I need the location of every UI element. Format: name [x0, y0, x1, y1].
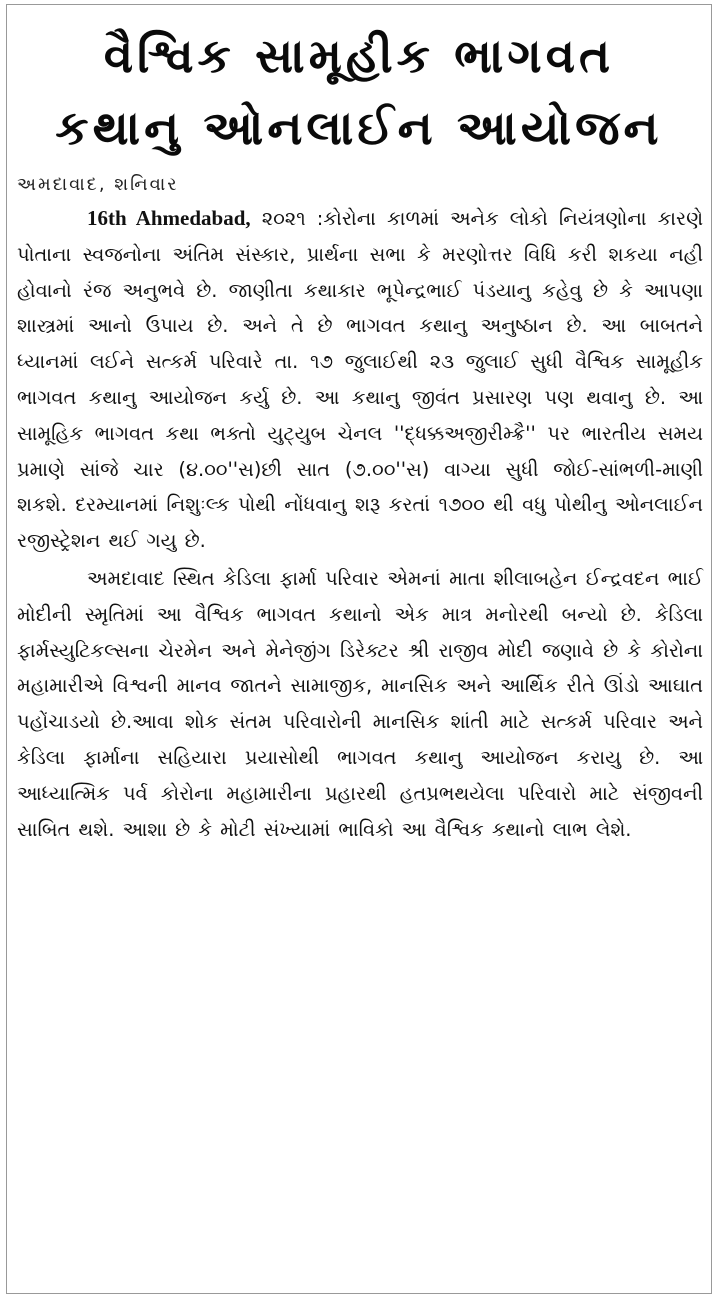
dateline: અમદાવાદ, શનિવાર — [17, 174, 179, 195]
headline-line-1: વૈશ્વિક સામૂહીક ભાગવત — [103, 29, 615, 84]
article-paragraph-2: અમદાવાદ સ્થિત કેડિલા ફાર્મા પરિવાર એમનાં માતા શીલાબહેન ઈન્દ્રવદન ભાઈ મોદીની સ્મૃતિમાં આ વૈશ્વિક ભાગવત કથાનો એક માત્ર મનોરથી બન્યો છે. કેડિલા ફાર્મસ્યુટિકલ્સના ચેરમેન અને મેનેજીંગ ડિરેક્ટર શ્રી રાજીવ મોદી જણાવે છે કે કોરોના મહામારીએ વિશ્વની માનવ જાતને સામાજીક, માનસિક અને આર્થિક રીતે ઊંડો આઘાત પહોંચાડયો છે.આવા શોક સંતમ પરિવારોની માનસિક શાંતી માટે સત્કર્મ પરિવાર અને કેડિલા ફાર્માના સહિયારા પ્રયાસોથી ભાગવત કથાનુ આયોજન કરાયુ છે. આ આધ્યાત્મિક પર્વ કોરોના મહામારીના પ્રહારથી હતપ્રભથયેલા પરિવારો માટે સંજીવની સાબિત થશે. આશા છે કે મોટી સંખ્યામાં ભાવિકો આ વૈશ્વિક કથાનો લાભ લેશે. — [17, 566, 703, 841]
headline — [7, 5, 711, 165]
article-paragraph-1 — [7, 201, 711, 559]
news-clipping — [6, 4, 712, 1294]
headline-line-2: કથાનુ ઓનલાઈન આયોજન — [55, 101, 663, 156]
paragraph-lead-reference: 16th Ahmedabad, — [87, 206, 251, 230]
paragraph-1-body: ૨૦૨૧ :કોરોના કાળમાં અનેક લોકો નિયંત્રણોના કારણે પોતાના સ્વજનોના અંતિમ સંસ્કાર, પ્રાર્થના સભા કે મરણોત્તર વિધિ કરી શકયા નહી હોવાનો રંજ અનુભવે છે. જાણીતા કથાકાર ભૂપેન્દ્રભાઈ પંડયાનુ કહેવુ છે કે આપણા શાસ્ત્રમાં આનો ઉપાય છે. અને તે છે ભાગવત કથાનુ અનુષ્ઠાન છે. આ બાબતને ધ્યાનમાં લઈને સત્કર્મ પરિવારે તા. ૧૭ જુલાઈથી ૨૩ જુલાઈ સુધી વૈશ્વિક સામૂહીક ભાગવત કથાનુ આયોજન કર્યુ છે. આ કથાનુ જીવંત પ્રસારણ પણ થવાનુ છે. આ સામૂહિક ભાગવત કથા ભક્તો યુટ્યુબ ચેનલ ''દ્ધક્કઅજીરીમ્ક્રૈ'' પર ભારતીય સમય પ્રમાણે સાંજે ચાર (૪.૦૦''સ)છી સાત (૭.૦૦''સ) વાગ્યા સુધી જોઈ-સાંભળી-માણી શકશે. દરમ્યાનમાં નિશુઃલ્ક પોથી નોંધવાનુ શરૂ કરતાં ૧૭૦૦ થી વધુ પોથીનુ ઓનલાઈન રજીસ્ટ્રેશન થઈ ગયુ છે. — [17, 207, 703, 553]
